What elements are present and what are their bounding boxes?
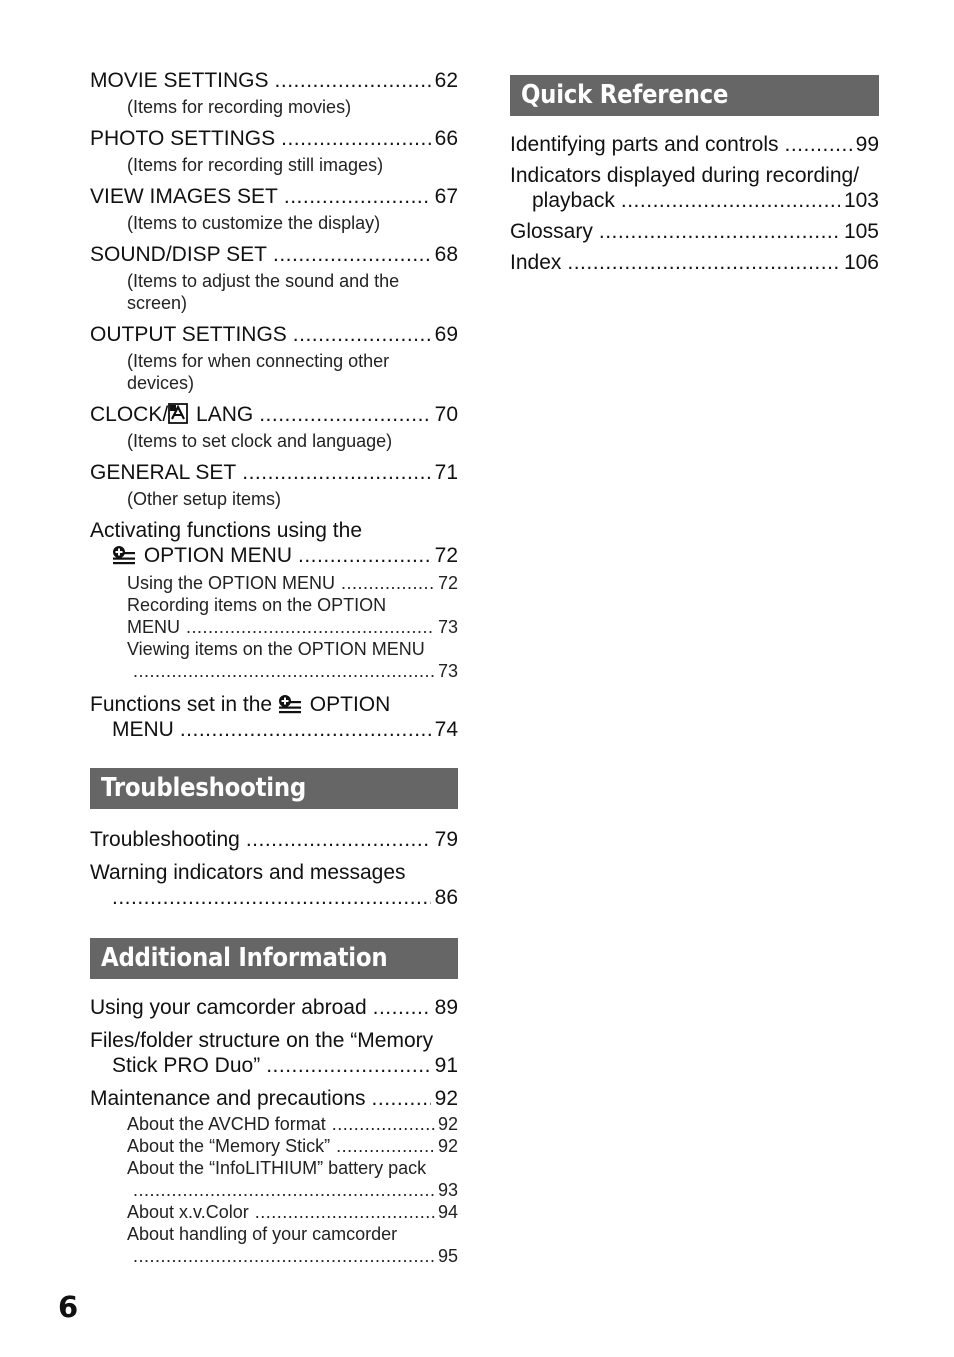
toc-entry-view-images-set[interactable]: [90, 184, 458, 234]
entry-label-part: LANG: [190, 403, 254, 426]
section-heading-text: Quick Reference: [521, 80, 729, 110]
entry-label: Glossary: [510, 220, 593, 243]
page-ref: 106: [843, 251, 879, 274]
toc-entry-general-set[interactable]: [90, 460, 458, 510]
toc-entry-output-settings[interactable]: [90, 322, 458, 394]
section-heading-text: Additional Information: [101, 943, 388, 973]
dot-leader: [266, 1053, 430, 1078]
entry-label: Identifying parts and controls: [510, 133, 779, 156]
page-ref: 92: [437, 1114, 458, 1134]
toc-subentry[interactable]: [90, 572, 458, 594]
page-ref: 94: [437, 1202, 458, 1222]
page-ref: 89: [434, 996, 458, 1019]
dot-leader: [259, 402, 430, 427]
entry-label: MENU: [112, 718, 174, 741]
entry-label: GENERAL SET: [90, 461, 237, 484]
dot-leader: [180, 717, 431, 742]
toc-entry-clock-lang[interactable]: [90, 402, 458, 452]
option-menu-icon: [278, 694, 302, 714]
subentry-label: About the “Memory Stick”: [127, 1136, 331, 1156]
toc-entry-maintenance-precautions[interactable]: [90, 1086, 458, 1267]
entry-label: playback: [532, 189, 615, 212]
toc-entry-indicators-displayed[interactable]: [510, 163, 879, 213]
toc-entry-sound-disp-set[interactable]: [90, 242, 458, 314]
dot-leader: [567, 250, 840, 275]
dot-leader: [242, 460, 430, 485]
subentry-label: MENU: [127, 617, 180, 637]
entry-label: Maintenance and precautions: [90, 1087, 366, 1110]
toc-subentry[interactable]: [90, 1113, 458, 1135]
dot-leader: [373, 995, 431, 1020]
entry-label: PHOTO SETTINGS: [90, 127, 276, 150]
entry-label-line1: Warning indicators and messages: [90, 861, 406, 884]
entry-label: Troubleshooting: [90, 828, 240, 851]
dot-leader: [281, 126, 431, 151]
entry-description: (Items to adjust the sound and the screen): [127, 271, 400, 313]
toc-entry-photo-settings[interactable]: [90, 126, 458, 176]
page-ref: 70: [434, 403, 458, 426]
subentry-label: About x.v.Color: [127, 1202, 249, 1222]
dot-leader: [284, 184, 431, 209]
entry-label-line1: Activating functions using the: [90, 519, 362, 542]
dot-leader: [133, 1245, 435, 1267]
language-a-icon: [168, 403, 188, 424]
section-heading-troubleshooting: [90, 768, 458, 809]
page-ref: 103: [843, 189, 879, 212]
entry-label: [90, 402, 253, 427]
right-column: [510, 75, 879, 283]
entry-label-part: OPTION: [303, 693, 391, 716]
entry-description: (Items to customize the display): [127, 213, 381, 233]
entry-label-line1: Indicators displayed during recording/: [510, 164, 860, 187]
dot-leader: [372, 1086, 431, 1111]
entry-description: (Items for recording still images): [127, 155, 384, 175]
left-column: [90, 68, 458, 1275]
page-ref: 72: [437, 573, 458, 593]
toc-entry-functions-option-menu[interactable]: [90, 692, 458, 742]
page-ref: 92: [434, 1087, 458, 1110]
entry-label: Using your camcorder abroad: [90, 996, 367, 1019]
page-ref: 73: [437, 617, 458, 637]
toc-entry-warning-indicators[interactable]: [90, 860, 458, 910]
subentry-label-line1: About the “InfoLITHIUM” battery pack: [127, 1158, 427, 1178]
dot-leader: [255, 1201, 435, 1223]
section-heading-text: Troubleshooting: [101, 773, 306, 803]
dot-leader: [621, 188, 840, 213]
entry-label: MOVIE SETTINGS: [90, 69, 269, 92]
toc-subentry[interactable]: [90, 616, 458, 638]
page-ref: 74: [434, 718, 458, 741]
entry-label-line1: [90, 692, 458, 717]
dot-leader: [785, 132, 852, 157]
toc-entry-movie-settings[interactable]: [90, 68, 458, 118]
subentry-label: Using the OPTION MENU: [127, 573, 336, 593]
page-ref: 91: [434, 1054, 458, 1077]
toc-subentry[interactable]: [90, 660, 458, 682]
section-heading-quick-reference: [510, 75, 879, 116]
entry-description: (Items for when connecting other devices): [127, 351, 390, 393]
entry-label-part: Functions set in the: [90, 693, 278, 716]
toc-entry-camcorder-abroad[interactable]: [90, 995, 458, 1020]
page-ref: 68: [434, 243, 458, 266]
page-ref: 105: [843, 220, 879, 243]
subentry-label: About the AVCHD format: [127, 1114, 326, 1134]
page-ref: 92: [437, 1136, 458, 1156]
toc-entry-index[interactable]: [510, 250, 879, 275]
entry-label: OUTPUT SETTINGS: [90, 323, 287, 346]
dot-leader: [133, 1179, 435, 1201]
subentry-label-line1: Viewing items on the OPTION MENU: [127, 639, 425, 659]
entry-description: (Other setup items): [127, 489, 282, 509]
toc-subentry[interactable]: [90, 1179, 458, 1201]
toc-entry-identifying-parts[interactable]: [510, 132, 879, 157]
page-ref: 93: [437, 1180, 458, 1200]
page-ref: 67: [434, 185, 458, 208]
toc-entry-troubleshooting[interactable]: [90, 827, 458, 852]
toc-entry-files-folder-structure[interactable]: [90, 1028, 458, 1078]
toc-subentry[interactable]: [90, 1135, 458, 1157]
dot-leader: [599, 219, 840, 244]
page-ref: 86: [434, 886, 458, 909]
page-ref: 72: [434, 544, 458, 567]
entry-label: Index: [510, 251, 562, 274]
dot-leader: [336, 1135, 435, 1157]
entry-label: SOUND/DISP SET: [90, 243, 267, 266]
toc-subentry[interactable]: [90, 1245, 458, 1267]
entry-label-part: OPTION MENU: [138, 544, 293, 567]
entry-label: Stick PRO Duo”: [112, 1054, 261, 1077]
toc-entry-glossary[interactable]: [510, 219, 879, 244]
dot-leader: [332, 1113, 435, 1135]
page-number: 6: [58, 1290, 79, 1324]
dot-leader: [273, 242, 431, 267]
entry-description: (Items to set clock and language): [127, 431, 393, 451]
option-menu-icon: [112, 545, 136, 565]
page-ref: 62: [434, 69, 458, 92]
dot-leader: [341, 572, 435, 594]
dot-leader: [246, 827, 431, 852]
dot-leader: [112, 885, 431, 910]
section-heading-additional-information: [90, 938, 458, 979]
entry-label-part: CLOCK/: [90, 403, 169, 426]
dot-leader: [186, 616, 435, 638]
page-ref: 66: [434, 127, 458, 150]
toc-subentry[interactable]: [90, 1201, 458, 1223]
page-ref: 95: [437, 1246, 458, 1266]
entry-label: VIEW IMAGES SET: [90, 185, 278, 208]
dot-leader: [293, 322, 431, 347]
dot-leader: [298, 543, 431, 568]
page-ref: 99: [855, 133, 879, 156]
toc-entry-activating-option-menu[interactable]: [90, 518, 458, 682]
page-ref: 73: [437, 661, 458, 681]
subentry-label-line1: About handling of your camcorder: [127, 1224, 398, 1244]
dot-leader: [275, 68, 431, 93]
page-ref: 79: [434, 828, 458, 851]
entry-label-line1: Files/folder structure on the “Memory: [90, 1029, 434, 1052]
page-ref: 69: [434, 323, 458, 346]
dot-leader: [133, 660, 435, 682]
subentry-label-line1: Recording items on the OPTION: [127, 595, 387, 615]
entry-description: (Items for recording movies): [127, 97, 352, 117]
page-ref: 71: [434, 461, 458, 484]
entry-label: [112, 543, 292, 568]
